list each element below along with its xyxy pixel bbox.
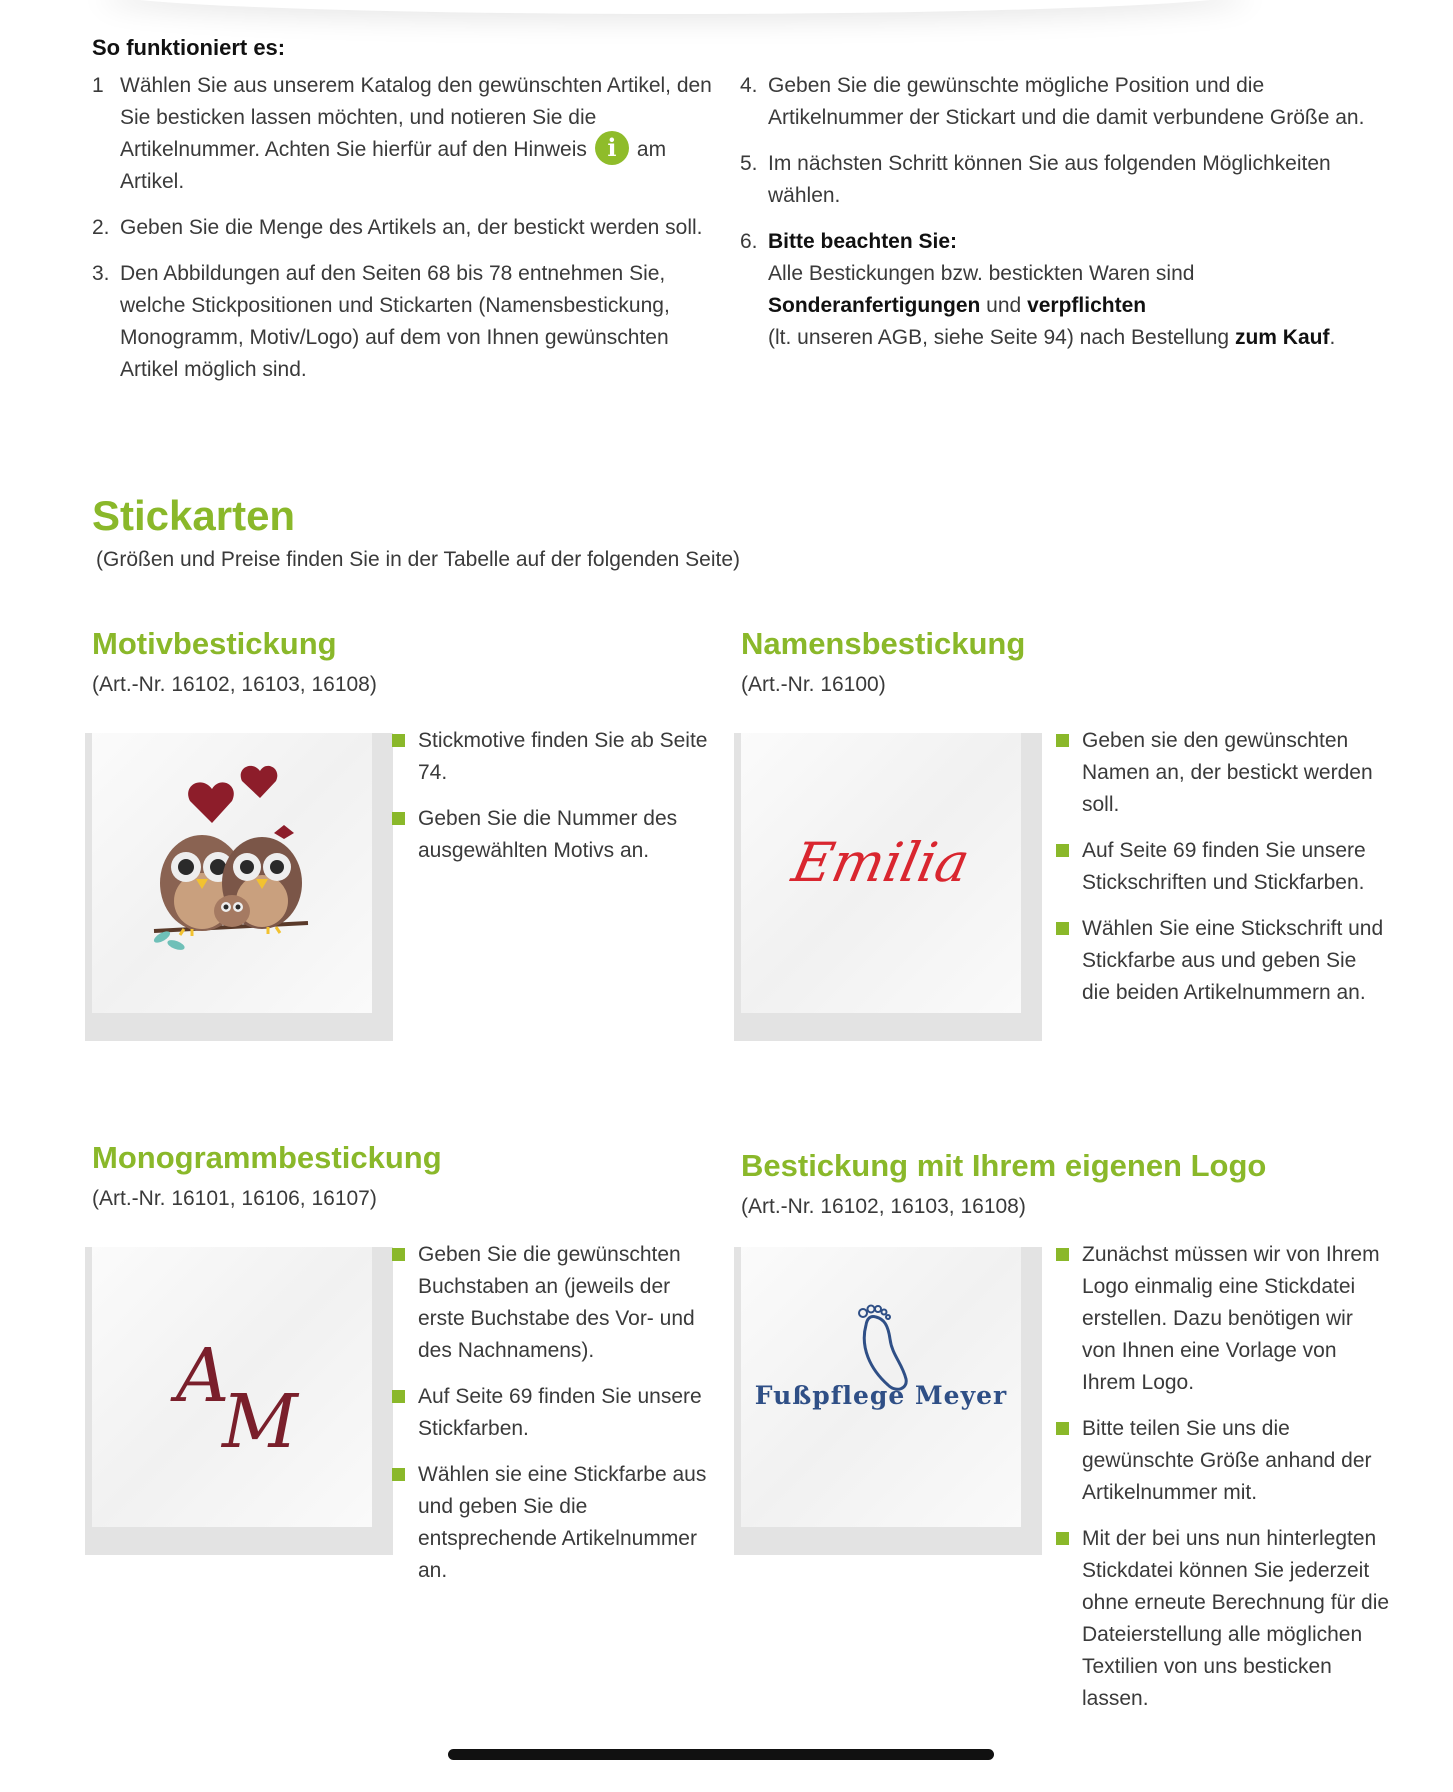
bullet-text: Geben Sie die Nummer des ausgewählten Motivs an. (418, 807, 678, 862)
step-6 (740, 226, 1380, 354)
step-bold: zum Kauf (1234, 326, 1330, 349)
card-title-motiv: Motivbestickung (92, 626, 337, 661)
step-number: 2. (92, 216, 110, 239)
how-it-works-title: So funktioniert es: (92, 35, 286, 60)
bullet-text: Auf Seite 69 finden Sie unsere Stickschriften und Stickfarben. (1082, 839, 1366, 894)
bullets-monogramm (392, 1239, 722, 1601)
card-art-motiv: (Art.-Nr. 16102, 16103, 16108) (92, 673, 377, 696)
section-title: Stickarten (92, 492, 296, 539)
bullet-item (1056, 1239, 1391, 1399)
card-title-monogramm: Monogrammbestickung (92, 1140, 442, 1175)
step-number: 6. (740, 230, 758, 253)
bullet-square-icon (392, 1390, 405, 1403)
card-art-logo: (Art.-Nr. 16102, 16103, 16108) (741, 1195, 1026, 1218)
bullet-square-icon (1056, 922, 1069, 935)
bullet-item (392, 1239, 722, 1367)
bullet-square-icon (1056, 734, 1069, 747)
step-text: Im nächsten Schritt können Sie aus folgenden Möglichkeiten wählen. (768, 152, 1331, 207)
embroidered-name: Emilia (786, 831, 976, 894)
bullet-square-icon (1056, 844, 1069, 857)
step-5 (740, 148, 1380, 212)
bullet-item (1056, 1413, 1391, 1509)
logo-embroidery-image (741, 1247, 1021, 1527)
name-embroidery-image (741, 733, 1021, 1013)
logo-company-name: Fußpflege Meyer (754, 1381, 1008, 1410)
bullet-square-icon (392, 1248, 405, 1261)
top-shadow (100, 0, 1250, 14)
bullet-square-icon (1056, 1422, 1069, 1435)
card-title-logo: Bestickung mit Ihrem eigenen Logo (741, 1148, 1267, 1183)
bullet-item (392, 1381, 722, 1445)
step-heading: Bitte beachten Sie: (768, 230, 958, 253)
step-text: Wählen Sie aus unserem Katalog den gewünschten Artikel, den Sie besticken lassen möchten, und notieren Sie die Artikelnummer. Achten Sie hierfür auf den Hinweis (120, 74, 712, 161)
bullet-square-icon (1056, 1248, 1069, 1261)
bullet-item (1056, 835, 1386, 899)
bullet-text: Wählen sie eine Stickfarbe aus und geben Sie die entsprechende Artikelnummer an. (418, 1463, 707, 1582)
bullet-text: Geben Sie die gewünschten Buchstaben an (jeweils der erste Buchstabe des Vor- und des Nachnamens). (418, 1243, 695, 1362)
owl-embroidery-image (92, 733, 372, 1013)
home-indicator-bar[interactable] (448, 1749, 994, 1760)
monogram-letter-m: M (222, 1379, 298, 1465)
info-icon: i (595, 131, 629, 165)
bullet-text: Wählen Sie eine Stickschrift und Stickfarbe aus und geben Sie die beiden Artikelnummern an. (1082, 917, 1384, 1004)
owl-illustration (92, 733, 372, 1013)
step-text: Den Abbildungen auf den Seiten 68 bis 78 entnehmen Sie, welche Stickpositionen und Stickarten (Namensbestickung, Monogramm, Motiv/Logo) auf dem von Ihnen gewünschten Artikel möglich sind. (120, 262, 670, 381)
bullet-item (1056, 913, 1386, 1009)
bullet-item (1056, 725, 1386, 821)
step-3 (92, 258, 722, 386)
monogram-letter-a: A (176, 1333, 230, 1419)
step-number: 3. (92, 262, 110, 285)
bullet-text: Zunächst müssen wir von Ihrem Logo einmalig eine Stickdatei erstellen. Dazu benötigen wir von Ihnen eine Vorlage von Ihrem Logo. (1082, 1243, 1380, 1394)
bullets-logo (1056, 1239, 1391, 1729)
image-frame-motiv (85, 733, 393, 1041)
card-art-monogramm: (Art.-Nr. 16101, 16106, 16107) (92, 1187, 377, 1210)
step-bold: Sonderanfertigungen (768, 294, 981, 317)
image-frame-logo (734, 1247, 1042, 1555)
bullet-item (392, 803, 712, 867)
step-number: 4. (740, 74, 758, 97)
image-frame-monogramm (85, 1247, 393, 1555)
bullet-text: Stickmotive finden Sie ab Seite 74. (418, 729, 708, 784)
step-text: Geben Sie die Menge des Artikels an, der bestickt werden soll. (120, 216, 703, 239)
step-text: und (980, 294, 1028, 317)
step-text-end: am Artikel. (120, 138, 667, 193)
bullet-square-icon (1056, 1532, 1069, 1545)
bullet-square-icon (392, 812, 405, 825)
card-title-namen: Namensbestickung (741, 626, 1026, 661)
step-1 (92, 70, 722, 198)
steps-right (740, 70, 1380, 368)
bullet-item (392, 1459, 722, 1587)
bullet-square-icon (392, 1468, 405, 1481)
monogram-embroidery-image (92, 1247, 372, 1527)
bullet-text: Auf Seite 69 finden Sie unsere Stickfarben. (418, 1385, 702, 1440)
section-subtitle: (Größen und Preise finden Sie in der Tabelle auf der folgenden Seite) (96, 548, 741, 571)
step-text: Geben Sie die gewünschte mögliche Position und die Artikelnummer der Stickart und die damit verbundene Größe an. (768, 74, 1365, 129)
step-bold: verpflichten (1027, 294, 1147, 317)
bullet-item (392, 725, 712, 789)
bullet-text: Mit der bei uns nun hinterlegten Stickdatei können Sie jederzeit ohne erneute Berechnung für die Dateierstellung alle möglichen Textilien von uns besticken lassen. (1082, 1527, 1390, 1710)
step-number: 5. (740, 152, 758, 175)
bullet-item (1056, 1523, 1391, 1715)
steps-left (92, 70, 722, 400)
step-text: . (1329, 326, 1336, 349)
card-art-namen: (Art.-Nr. 16100) (741, 673, 886, 696)
bullet-square-icon (392, 734, 405, 747)
bullet-text: Bitte teilen Sie uns die gewünschte Größe anhand der Artikelnummer mit. (1082, 1417, 1372, 1504)
bullets-motiv (392, 725, 712, 881)
step-number: 1 (92, 74, 104, 97)
image-frame-namen (734, 733, 1042, 1041)
step-text: (lt. unseren AGB, siehe Seite 94) nach Bestellung (768, 326, 1235, 349)
bullets-namen (1056, 725, 1386, 1023)
bullet-text: Geben sie den gewünschten Namen an, der bestickt werden soll. (1082, 729, 1373, 816)
step-2 (92, 212, 722, 244)
step-text: Alle Bestickungen bzw. bestickten Waren sind (768, 262, 1195, 285)
step-4 (740, 70, 1380, 134)
